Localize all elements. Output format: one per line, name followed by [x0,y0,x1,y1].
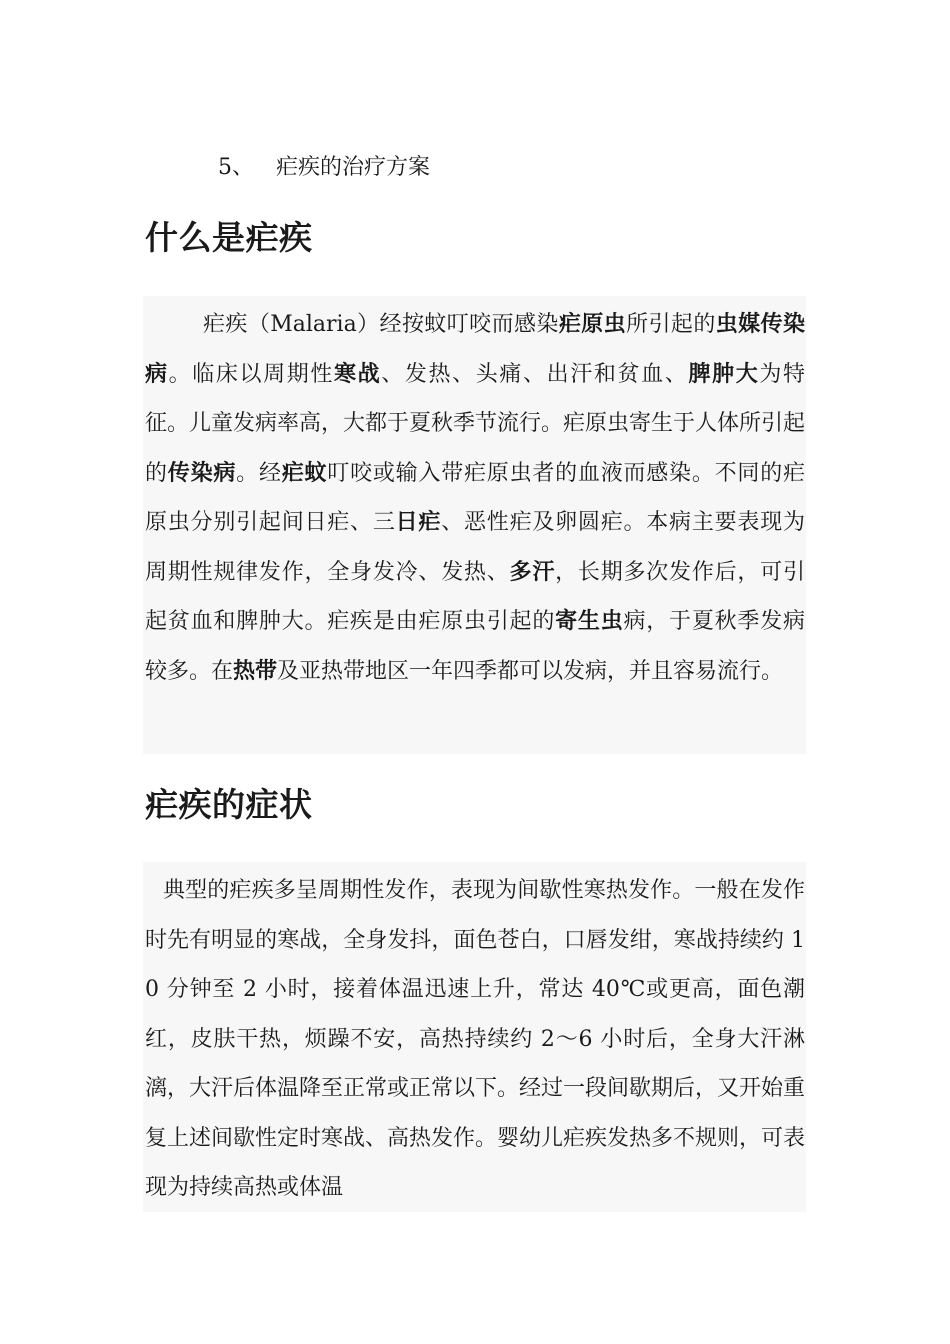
section-2-paragraph [145,866,805,1213]
text-run: 疟疾（Malaria）经按蚊叮咬而感染 [203,312,559,337]
text-run: 典型的疟疾多呈周期性发作，表现为间歇性寒热发作。一般在发作时先有明显的寒战，全身发抖，面色苍白，口唇发绀，寒战持续约 10 分钟至 2 小时，接着体温迅速上升，常达 40℃或更高，面色潮红，皮肤干热，烦躁不安，高热持续约 2～6 小时后，全身大汗淋漓，大汗后体温降至正常或正常以下。经过一段间歇期后，又开始重复上述间歇性定时寒战、高热发作。婴幼儿疟疾发热多不规则，可表现为持续高热或体温 [145,878,806,1200]
emphasized-term: 日疟 [395,509,442,535]
text-run: 病，于夏秋季发病较多。在 [145,609,805,684]
section-heading-symptoms: 疟疾的症状 [145,785,313,824]
emphasized-term: 寒战 [334,360,382,387]
text-run: 。经 [236,460,282,486]
emphasized-term: 传染病 [167,459,237,486]
text-run: ，长期多次发作后，可引起贫血和脾肿大。疟疾是由疟原虫引起的 [145,559,805,634]
toc-item [218,152,430,184]
emphasized-term: 疟原虫 [558,311,627,337]
toc-item-number: 5、 [218,155,254,180]
section-heading-what-is-malaria: 什么是疟疾 [145,218,313,257]
emphasized-term: 多汗 [509,558,556,585]
section-2-body [143,862,806,1212]
toc-item-title: 疟疾的治疗方案 [276,155,431,180]
emphasized-term: 寄生虫 [555,608,624,634]
emphasized-term: 疟蚊 [281,459,328,486]
text-run: 、发热、头痛、出汗和贫血、 [381,361,689,387]
emphasized-term: 热带 [233,657,278,684]
section-1-body [143,296,806,754]
text-run: 叮咬或输入带疟原虫者的血液而感染。不同的疟原虫分别引起间日疟、三 [145,460,805,535]
text-run: 为特征。儿童发病率高，大都于夏秋季节流行。疟原虫寄生于人体所引起的 [145,361,806,486]
text-run: 及亚热带地区一年四季都可以发病，并且容易流行。 [277,658,784,684]
text-run: 所引起的 [626,312,716,337]
emphasized-term: 虫媒传染病 [145,311,805,387]
section-1-paragraph [145,300,805,696]
text-run: 、恶性疟及卵圆疟。本病主要表现为周期性规律发作，全身发冷、发热、 [145,510,805,585]
text-run: 。临床以周期性 [168,361,335,387]
emphasized-term: 脾肿大 [688,360,760,387]
